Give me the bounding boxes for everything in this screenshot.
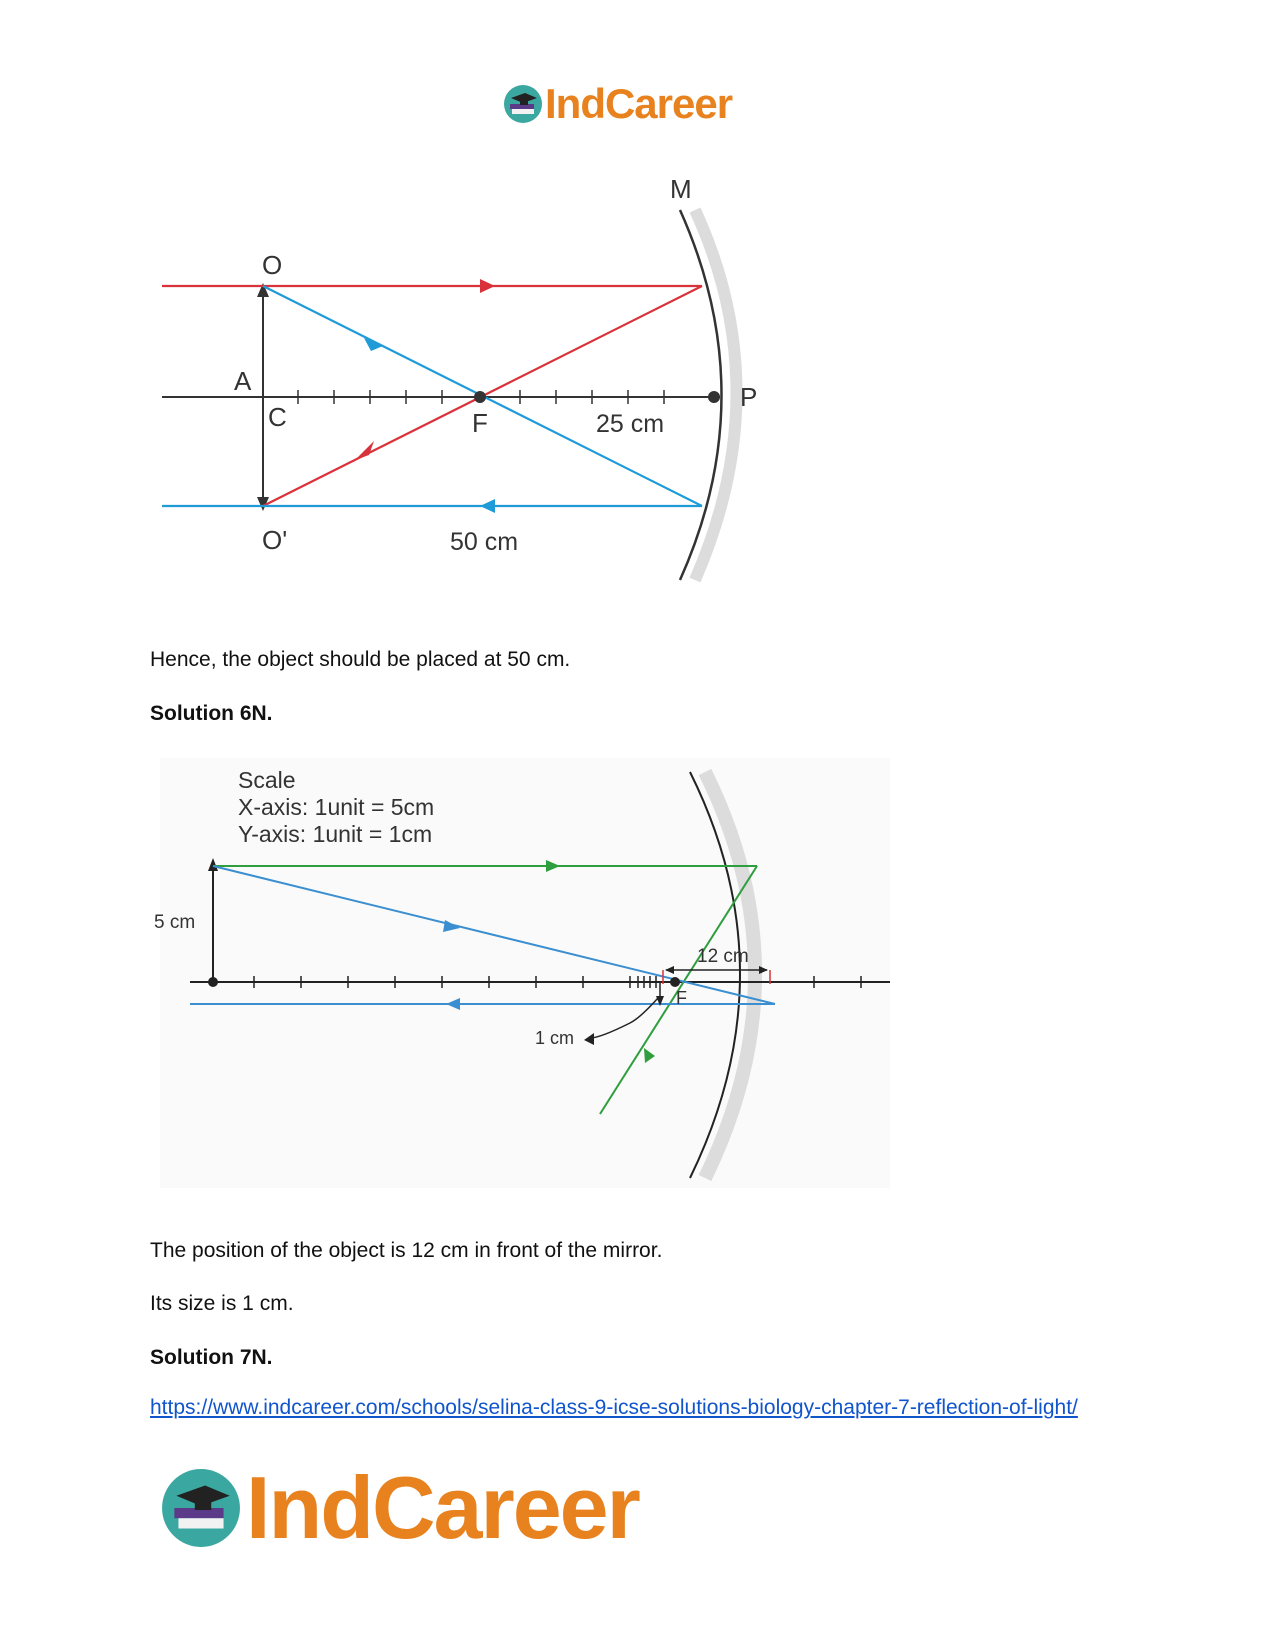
answer-text-2: The position of the object is 12 cm in front of the mirror. bbox=[150, 1239, 663, 1262]
logo-wordmark: IndCareer bbox=[545, 80, 733, 127]
graduation-cap-books-icon bbox=[503, 84, 543, 124]
ray-diagram-2 bbox=[154, 758, 890, 1188]
label-O-prime: O' bbox=[262, 525, 288, 555]
heading-solution-6n: Solution 6N. bbox=[150, 702, 273, 725]
label-25cm: 25 cm bbox=[596, 410, 665, 438]
label-50cm: 50 cm bbox=[450, 528, 519, 556]
label-12cm: 12 cm bbox=[697, 946, 749, 967]
ray-diagram-1 bbox=[150, 170, 790, 610]
logo-wordmark: IndCareer bbox=[246, 1458, 639, 1557]
label-C: C bbox=[268, 402, 287, 432]
label-M: M bbox=[670, 174, 692, 204]
answer-text-1: Hence, the object should be placed at 50 cm. bbox=[150, 648, 571, 671]
label-F: F bbox=[676, 988, 687, 1008]
label-1cm: 1 cm bbox=[535, 1028, 575, 1048]
label-5cm: 5 cm bbox=[154, 912, 196, 933]
footer-logo bbox=[160, 1458, 639, 1557]
focus-point bbox=[474, 391, 486, 403]
label-scale: Scale bbox=[238, 767, 296, 793]
label-O: O bbox=[262, 250, 283, 280]
header-logo bbox=[503, 78, 732, 130]
focus-point bbox=[670, 977, 680, 987]
label-x-axis-scale: X-axis: 1unit = 5cm bbox=[238, 794, 435, 820]
pole-point bbox=[708, 391, 720, 403]
solution-link[interactable]: https://www.indcareer.com/schools/selina-class-9-icse-solutions-biology-chapter-7-reflection-of-light/ bbox=[150, 1396, 1078, 1419]
label-y-axis-scale: Y-axis: 1unit = 1cm bbox=[238, 821, 433, 847]
answer-text-3: Its size is 1 cm. bbox=[150, 1292, 294, 1315]
object-base-point bbox=[208, 977, 218, 987]
label-A: A bbox=[234, 366, 252, 396]
label-F: F bbox=[472, 408, 488, 438]
label-P: P bbox=[740, 382, 758, 412]
graduation-cap-books-icon bbox=[160, 1467, 242, 1549]
heading-solution-7n: Solution 7N. bbox=[150, 1346, 273, 1369]
